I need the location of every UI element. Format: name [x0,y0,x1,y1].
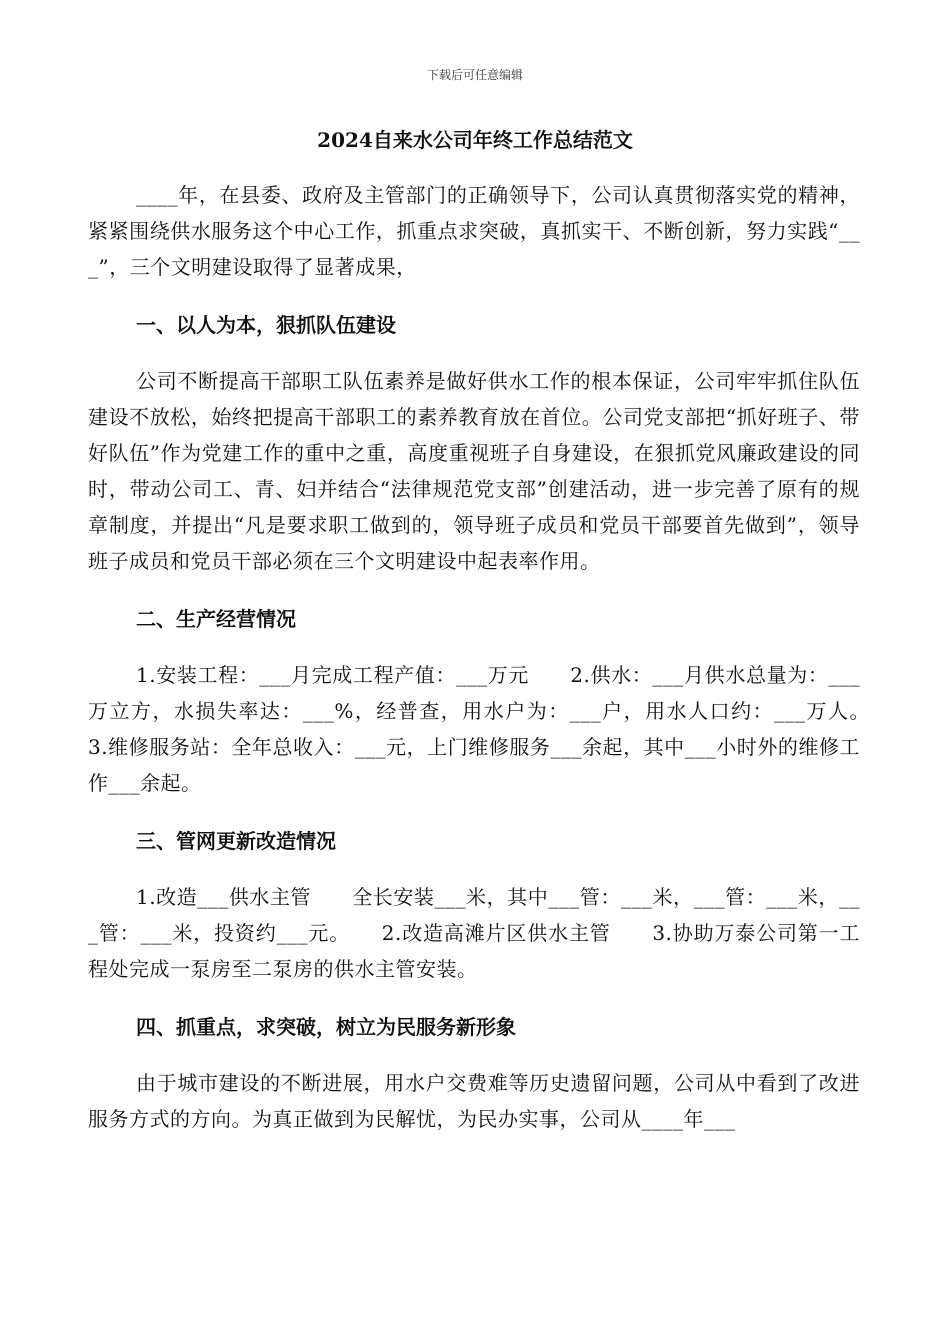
section-1-heading: 一、以人为本，狠抓队伍建设 [136,313,396,337]
section-4-heading: 四、抓重点，求突破，树立为民服务新形象 [136,1015,516,1039]
section-2-paragraph: 1.安装工程：___月完成工程产值：___万元 2.供水：___月供水总量为：___万立方，水损失率达：___%，经普查，用水户为：___户，用水人口约：___万人。 3.维修服务站：全年总收入：___元，上门维修服务___余起，其中___小时外的维修工作___余起。 [88,663,901,795]
document-body [88,177,901,1137]
section-2-heading: 二、生产经营情况 [136,607,296,631]
section-1-paragraph: 公司不断提高干部职工队伍素养是做好供水工作的根本保证，公司牢牢抓住队伍建设不放松，始终把提高干部职工的素养教育放在首位。公司党支部把“抓好班子、带好队伍”作为党建工作的重中之重，高度重视班子自身建设，在狠抓党风廉政建设的同时，带动公司工、青、妇并结合“法律规范党支部”创建活动，进一步完善了原有的规章制度，并提出“凡是要求职工做到的，领导班子成员和党员干部要首先做到”，领导班子成员和党员干部必须在三个文明建设中起表率作用。 [88,369,860,573]
header-note: 下载后可任意编辑 [426,68,523,82]
section-3-heading: 三、管网更新改造情况 [136,829,336,853]
document-title: 2024自来水公司年终工作总结范文 [317,128,633,152]
intro-paragraph: ____年，在县委、政府及主管部门的正确领导下，公司认真贯彻落实党的精神，紧紧围绕供水服务这个中心工作，抓重点求突破，真抓实干、不断创新，努力实践“___”，三个文明建设取得了显著成果， [88,183,860,279]
section-4-paragraph: 由于城市建设的不断进展，用水户交费难等历史遗留问题，公司从中看到了改进服务方式的方向。为真正做到为民解忧，为民办实事，公司从____年___ [88,1071,860,1131]
section-3-paragraph: 1.改造___供水主管 全长安装___米，其中___管：___米，___管：___米，___管：___米，投资约___元。 2.改造高滩片区供水主管 3.协助万泰公司第一工程处完成一泵房至二泵房的供水主管安装。 [88,885,860,981]
